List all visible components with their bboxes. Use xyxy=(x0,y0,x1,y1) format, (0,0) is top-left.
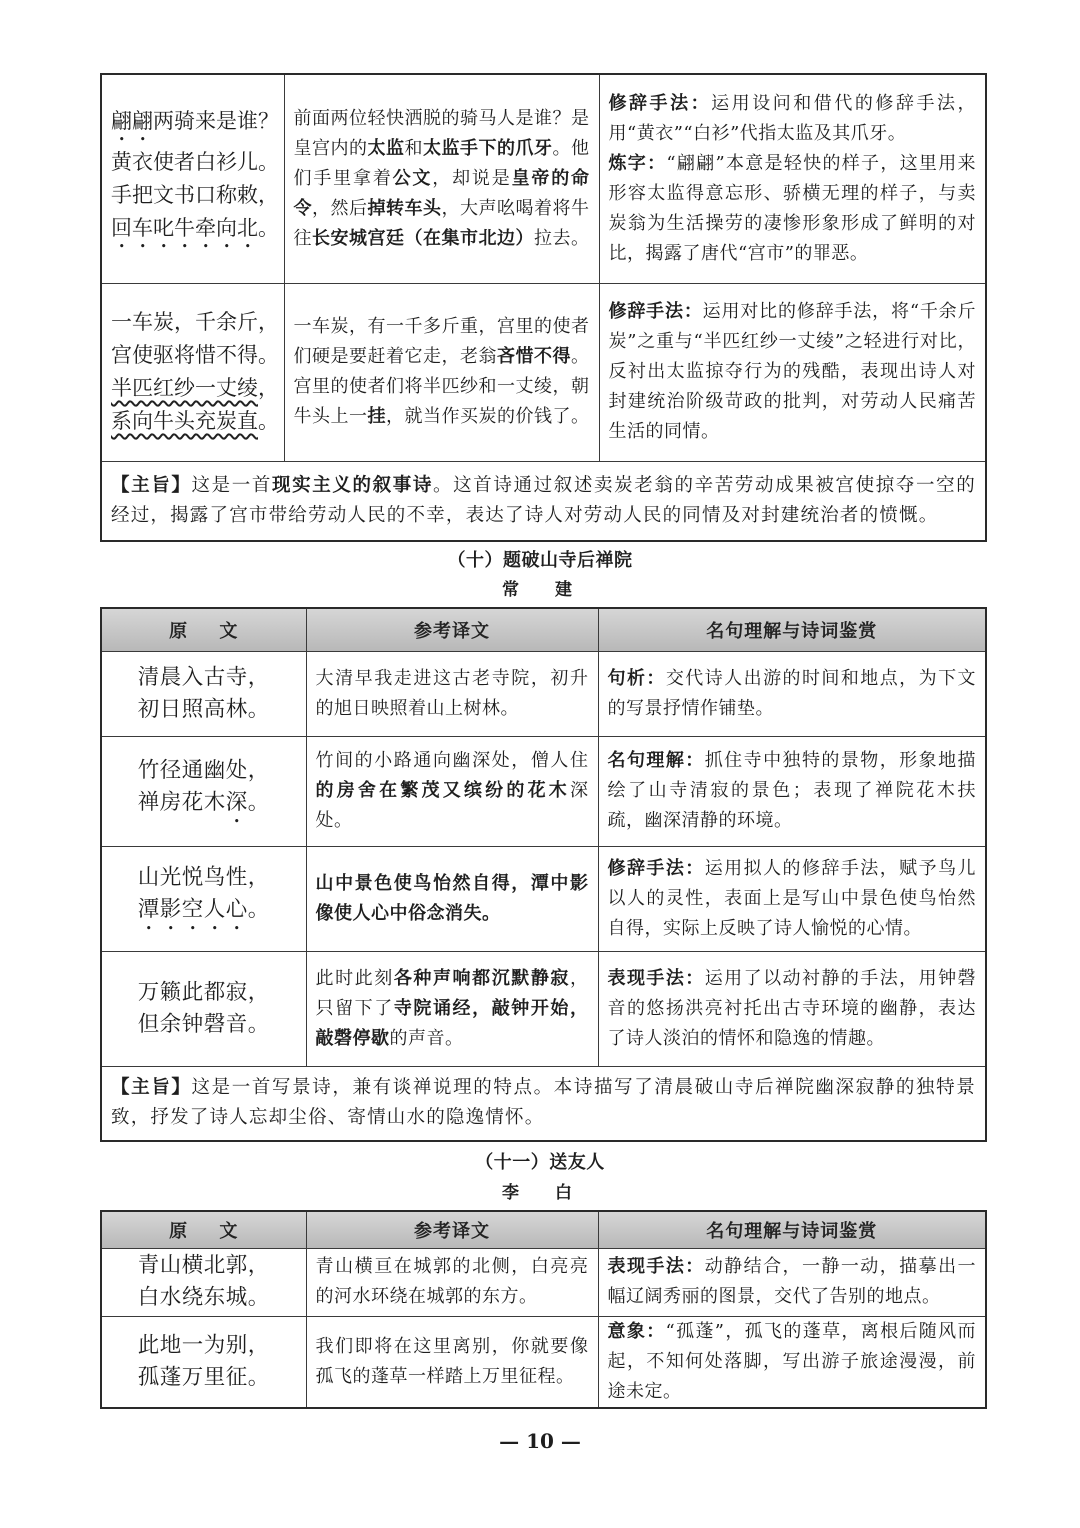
text-run: 青山横北郭， xyxy=(137,1253,270,1278)
original-text-cell xyxy=(101,1316,306,1408)
text-run: 青山横亘在城郭的北侧，白亮亮的河水环绕在城郭的东方。 xyxy=(315,1256,589,1307)
original-text-cell xyxy=(101,74,284,283)
text-run: 和 xyxy=(404,137,423,159)
poem-row xyxy=(101,846,986,951)
text-line xyxy=(111,339,282,372)
text-line xyxy=(111,1362,297,1394)
text-run: 大清早我走进这古老寺院，初升的旭日映照着山上树林。 xyxy=(315,667,589,719)
text-run: 。 xyxy=(247,897,270,922)
text-line xyxy=(316,664,589,724)
text-run: 寺院诵经，敲钟开始，敲磬停歇 xyxy=(315,997,589,1049)
text-run: 此时此刻 xyxy=(315,967,394,989)
text-run: 清晨入古寺， xyxy=(137,664,270,690)
text-run: 。 xyxy=(258,409,279,433)
text-run: 但余钟磬音。 xyxy=(137,1011,270,1037)
original-text-cell xyxy=(101,951,306,1066)
text-line xyxy=(111,1073,976,1133)
text-run: ，就当作买炭的价钱了。 xyxy=(386,406,590,427)
text-line xyxy=(111,1009,297,1041)
text-line xyxy=(316,869,589,929)
text-line xyxy=(316,746,589,836)
text-run: 拉去。 xyxy=(534,227,590,249)
text-run: 深处。 xyxy=(315,780,589,831)
text-run: 掉转车头 xyxy=(367,197,442,219)
text-run: 手把文书口称敕， xyxy=(111,182,279,207)
appreciation-cell xyxy=(598,1316,986,1408)
text-line xyxy=(111,862,297,894)
appreciation-cell xyxy=(598,651,986,736)
text-line xyxy=(294,104,590,254)
text-run: 长安城宫廷（在集市北边） xyxy=(312,227,534,249)
text-line xyxy=(294,312,590,432)
theme-cell xyxy=(101,1066,986,1141)
text-run: ，大声吆喝着将牛往 xyxy=(293,197,590,249)
text-line xyxy=(608,664,977,724)
text-run: 的声音。 xyxy=(389,1027,464,1049)
text-run: 句析： xyxy=(607,667,666,689)
text-run: 太监 xyxy=(367,137,405,159)
column-header-translation: 参考译文 xyxy=(306,1211,598,1248)
text-line xyxy=(111,405,282,438)
text-line xyxy=(111,894,297,935)
text-run: 一车炭，千余斤， xyxy=(111,310,279,334)
text-run: 此地一为别， xyxy=(137,1332,270,1358)
text-line xyxy=(111,694,297,726)
text-run: 。这首诗通过叙述卖炭老翁的辛苦劳动成果被宫使掠夺一空的经过，揭露了宫市带给劳动人民的不幸，表达了诗人对劳动人民的同情及对封建统治者的愤慨。 xyxy=(111,474,977,526)
text-line xyxy=(111,1282,297,1314)
text-line xyxy=(111,977,297,1009)
text-run: 表现手法： xyxy=(607,1256,705,1277)
text-run: 吝惜不得 xyxy=(497,346,571,367)
text-run: 皇帝的命令 xyxy=(293,167,590,219)
text-line xyxy=(111,179,282,212)
text-run: 半匹红纱一丈绫 xyxy=(111,376,258,400)
text-line xyxy=(111,105,282,146)
original-text-cell xyxy=(101,651,306,736)
text-run: 【主旨】 xyxy=(111,1077,192,1099)
poem-row xyxy=(101,1316,986,1408)
text-line xyxy=(316,1332,589,1392)
text-line xyxy=(111,755,297,787)
text-line xyxy=(609,297,977,447)
text-run: 表现手法： xyxy=(607,967,705,989)
column-header-appreciation: 名句理解与诗词鉴赏 xyxy=(598,608,986,651)
text-run: 深 xyxy=(225,789,248,815)
text-run: 白水绕东城。 xyxy=(137,1285,270,1310)
text-run: “孤蓬”，孤飞的蓬草，离根后随风而起，不知何处落脚，写出游子旅途漫漫，前途未定。 xyxy=(607,1320,977,1402)
text-run: ，只留下了 xyxy=(315,967,589,1019)
text-run: 这是一首写景诗，兼有谈禅说理的特点。本诗描写了清晨破山寺后禅院幽深寂静的独特景致，抒发了诗人忘却尘俗、寄情山水的隐逸情怀。 xyxy=(111,1077,976,1129)
text-run: 挂 xyxy=(367,406,386,427)
text-line xyxy=(111,1330,297,1362)
translation-cell xyxy=(306,736,598,846)
original-text-cell xyxy=(101,283,284,461)
appreciation-cell xyxy=(598,951,986,1066)
poem-row xyxy=(101,283,986,461)
text-run: ， xyxy=(258,376,279,400)
text-run: 的房舍在繁茂又缤纷的花木 xyxy=(315,780,570,801)
text-line xyxy=(608,854,977,944)
text-line xyxy=(608,964,977,1054)
appreciation-cell xyxy=(598,1248,986,1316)
text-run: 交代诗人出游的时间和地点，为下文的写景抒情作铺垫。 xyxy=(607,667,977,719)
section-title: （十一）送友人 xyxy=(475,1152,605,1173)
page-number: — 10 — xyxy=(499,1429,581,1453)
table-header-row xyxy=(101,608,986,651)
text-line xyxy=(608,1252,977,1312)
poem-table-songyouren xyxy=(100,1210,987,1409)
theme-row xyxy=(101,461,986,541)
theme-cell xyxy=(101,461,986,541)
translation-cell xyxy=(284,74,599,283)
text-run: “翩翩”本意是轻快的样子，这里用来形容太监得意忘形、骄横无理的样子，与卖炭翁为生活操劳的凄惨形象形成了鲜明的对比，揭露了唐代“宫市”的罪恶。 xyxy=(608,152,977,264)
text-run: 运用设问和借代的修辞手法，用“黄衣”“白衫”代指太监及其爪牙。 xyxy=(608,92,977,144)
translation-cell xyxy=(284,283,599,461)
text-run: ，然后 xyxy=(312,197,368,219)
text-run: 潭影空人心 xyxy=(137,897,248,922)
text-run: 运用了以动衬静的手法，用钟磬音的悠扬洪亮衬托出古寺环境的幽静，表达了诗人淡泊的情怀和隐逸的情趣。 xyxy=(607,967,977,1049)
appreciation-cell xyxy=(599,283,986,461)
appreciation-cell xyxy=(598,846,986,951)
text-run: 万籁此都寂， xyxy=(137,979,270,1005)
poem-row xyxy=(101,951,986,1066)
column-header-translation: 参考译文 xyxy=(306,608,598,651)
text-line xyxy=(111,787,297,828)
text-run: 运用对比的修辞手法，将“千余斤炭”之重与“半匹红纱一丈绫”之轻进行对比，反衬出太监掠夺行为的残酷，表现出诗人对封建统治阶级苛政的批判，对劳动人民痛苦生活的同情。 xyxy=(608,301,977,442)
column-header-appreciation: 名句理解与诗词鉴赏 xyxy=(598,1211,986,1248)
text-run: 宫使驱将惜不得。 xyxy=(111,343,279,367)
text-run: 初日照高林。 xyxy=(137,696,270,722)
text-run: 各种声响都沉默静寂 xyxy=(393,967,571,989)
text-run: 修辞手法： xyxy=(607,857,705,879)
text-run: 孤蓬万里征。 xyxy=(137,1364,270,1390)
text-run: 禅房花木 xyxy=(137,789,226,815)
text-line xyxy=(608,746,977,836)
poem-row xyxy=(101,736,986,846)
text-run: ，却说是 xyxy=(432,167,512,189)
appreciation-cell xyxy=(599,74,986,283)
text-run: 竹间的小路通向幽深处，僧人住 xyxy=(315,750,589,771)
text-line xyxy=(111,212,282,253)
text-run: 动静结合，一静一动，描摹出一幅辽阔秀丽的图景，交代了告别的地点。 xyxy=(607,1256,977,1307)
text-run: 运用拟人的修辞手法，赋予鸟儿以人的灵性，表面上是写山中景色使鸟怡然自得，实际上反映了诗人愉悦的心情。 xyxy=(607,857,977,939)
poem-row xyxy=(101,1248,986,1316)
text-run: 。他们手里拿着 xyxy=(293,137,590,189)
text-run: 翩翩 xyxy=(111,108,153,133)
text-run: 前面两位轻快洒脱的骑马人是谁？是皇宫内的 xyxy=(293,107,590,159)
text-line xyxy=(609,89,977,149)
text-run: 抓住寺中独特的景物，形象地描绘了山寺清寂的景色；表现了禅院花木扶疏，幽深清静的环境。 xyxy=(607,750,977,831)
translation-cell xyxy=(306,951,598,1066)
text-line xyxy=(316,964,589,1054)
text-run: 。 xyxy=(247,789,270,815)
section-title: （十）题破山寺后禅院 xyxy=(447,550,633,571)
text-run: 竹径通幽处， xyxy=(137,757,270,783)
table-header-row xyxy=(101,1211,986,1248)
text-run: 修辞手法： xyxy=(608,92,712,114)
text-run: 一车炭，有一千多斤重，宫里的使者们硬是要赶着它走，老翁 xyxy=(293,316,590,367)
text-run: 这是一首 xyxy=(191,474,273,496)
text-run: 公文 xyxy=(392,167,433,189)
text-run: 。 xyxy=(258,215,279,240)
translation-cell xyxy=(306,1248,598,1316)
text-run: 回车叱牛牵向北 xyxy=(111,215,258,240)
appreciation-cell xyxy=(598,736,986,846)
text-line xyxy=(111,306,282,339)
theme-row xyxy=(101,1066,986,1141)
text-run: 山中景色使鸟怡然自得，潭中影像使人心中俗念消失。 xyxy=(315,872,589,924)
text-line xyxy=(608,1317,977,1407)
column-header-original: 原 文 xyxy=(101,1211,306,1248)
poem-table-poshansi xyxy=(100,607,987,1142)
text-line xyxy=(111,372,282,405)
original-text-cell xyxy=(101,736,306,846)
translation-cell xyxy=(306,1316,598,1408)
text-line xyxy=(609,149,977,269)
text-run: 意象： xyxy=(607,1320,666,1342)
text-run: 【主旨】 xyxy=(111,474,192,496)
text-run: 黄衣使者白衫儿。 xyxy=(111,149,279,174)
translation-cell xyxy=(306,846,598,951)
text-run: 炼字： xyxy=(608,152,667,174)
text-run: 山光悦鸟性， xyxy=(137,865,270,890)
text-run: 现实主义的叙事诗 xyxy=(272,474,434,496)
text-run: 修辞手法： xyxy=(608,301,703,322)
text-run: 名句理解： xyxy=(607,750,705,771)
poem-row xyxy=(101,651,986,736)
text-line xyxy=(111,471,976,531)
column-header-original: 原 文 xyxy=(101,608,306,651)
text-run: 两骑来是谁？ xyxy=(153,108,279,133)
text-line xyxy=(111,1250,297,1282)
text-run: 。宫里的使者们将半匹纱和一丈绫，朝牛头上一 xyxy=(293,346,590,427)
poem-author: 李 白 xyxy=(502,1183,572,1203)
poem-table-maitanweng xyxy=(100,73,987,542)
text-run: 我们即将在这里离别，你就要像孤飞的蓬草一样踏上万里征程。 xyxy=(315,1335,589,1387)
original-text-cell xyxy=(101,1248,306,1316)
original-text-cell xyxy=(101,846,306,951)
text-line xyxy=(316,1252,589,1312)
poem-row xyxy=(101,74,986,283)
text-line xyxy=(111,146,282,179)
translation-cell xyxy=(306,651,598,736)
text-run: 太监手下的爪牙 xyxy=(423,137,553,159)
text-run: 系向牛头充炭直 xyxy=(111,409,258,433)
poem-author: 常 建 xyxy=(502,580,572,600)
text-line xyxy=(111,662,297,694)
